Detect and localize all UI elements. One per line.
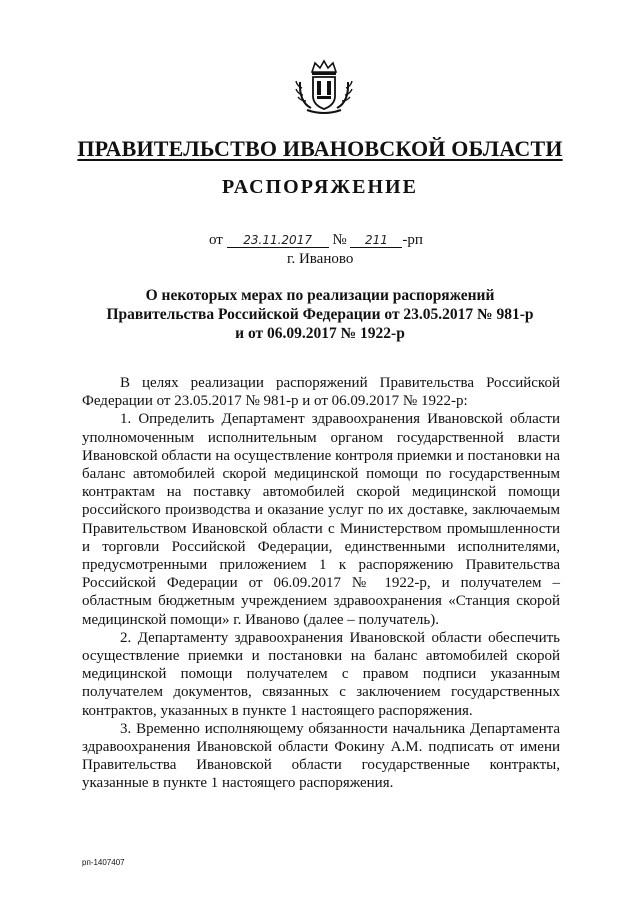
intro-paragraph: В целях реализации распоряжений Правительства Российской Федерации от 23.05.2017 № 981-р и от 06.09.2017 № 1922-р:: [82, 375, 560, 410]
subject-line: Правительства Российской Федерации от 23.05.2017 № 981-р: [106, 306, 534, 323]
subject-line: и от 06.09.2017 № 1922-р: [235, 325, 405, 342]
date-prefix: от: [209, 232, 223, 248]
document-date: 23.11.2017: [227, 233, 329, 248]
document-body: [82, 374, 560, 793]
city: г. Иваново: [287, 251, 354, 267]
ivanovo-coat-of-arms-icon: [293, 58, 355, 116]
item-2-paragraph: 2. Департаменту здравоохранения Ивановской области обеспечить осуществление приемки и постановки на баланс автомобилей скорой медицинской помощи получателем с правом подписи указанным получателем документов, связанных с заключением государственных контрактов, указанных в пункте 1 настоящего распоряжения.: [82, 629, 560, 719]
document-number: 211: [350, 233, 402, 248]
coat-of-arms-icon: [293, 58, 355, 116]
document-number-line: [209, 232, 423, 249]
item-3-paragraph: 3. Временно исполняющему обязанности начальника Департамента здравоохранения Ивановской области Фокину А.М. подписать от имени Правительства Ивановской области государственные контракты, указанные в пункте 1 настоящего распоряжения.: [82, 720, 560, 792]
document-subject: [0, 286, 640, 343]
document-type-title: РАСПОРЯЖЕНИЕ: [222, 176, 418, 198]
number-suffix: -рп: [402, 232, 423, 248]
subject-line: О некоторых мерах по реализации распоряжений: [145, 287, 495, 304]
government-title: ПРАВИТЕЛЬСТВО ИВАНОВСКОЙ ОБЛАСТИ: [77, 136, 563, 161]
number-sign: №: [332, 232, 347, 248]
item-1-paragraph: 1. Определить Департамент здравоохранения Ивановской области уполномоченным исполнительным органом государственной власти Ивановской области на осуществление контроля приемки и постановки на баланс автомобилей скорой медицинской помощи по государственным контрактам на поставку автомобилей скорой медицинской помощи российского производства и оказание услуг по их доставке, заключаемым Правительством Ивановской области с Министерством промышленности и торговли Российской Федерации, единственными исполнителями, предусмотренными приложением 1 к распоряжению Правительства Российской Федерации от 06.09.2017 № 1922-р, и получателем – областным бюджетным учреждением здравоохранения «Станция скорой медицинской помощи» г. Иваново (далее – получатель).: [82, 411, 560, 628]
document-code: рп-1407407: [82, 858, 125, 867]
